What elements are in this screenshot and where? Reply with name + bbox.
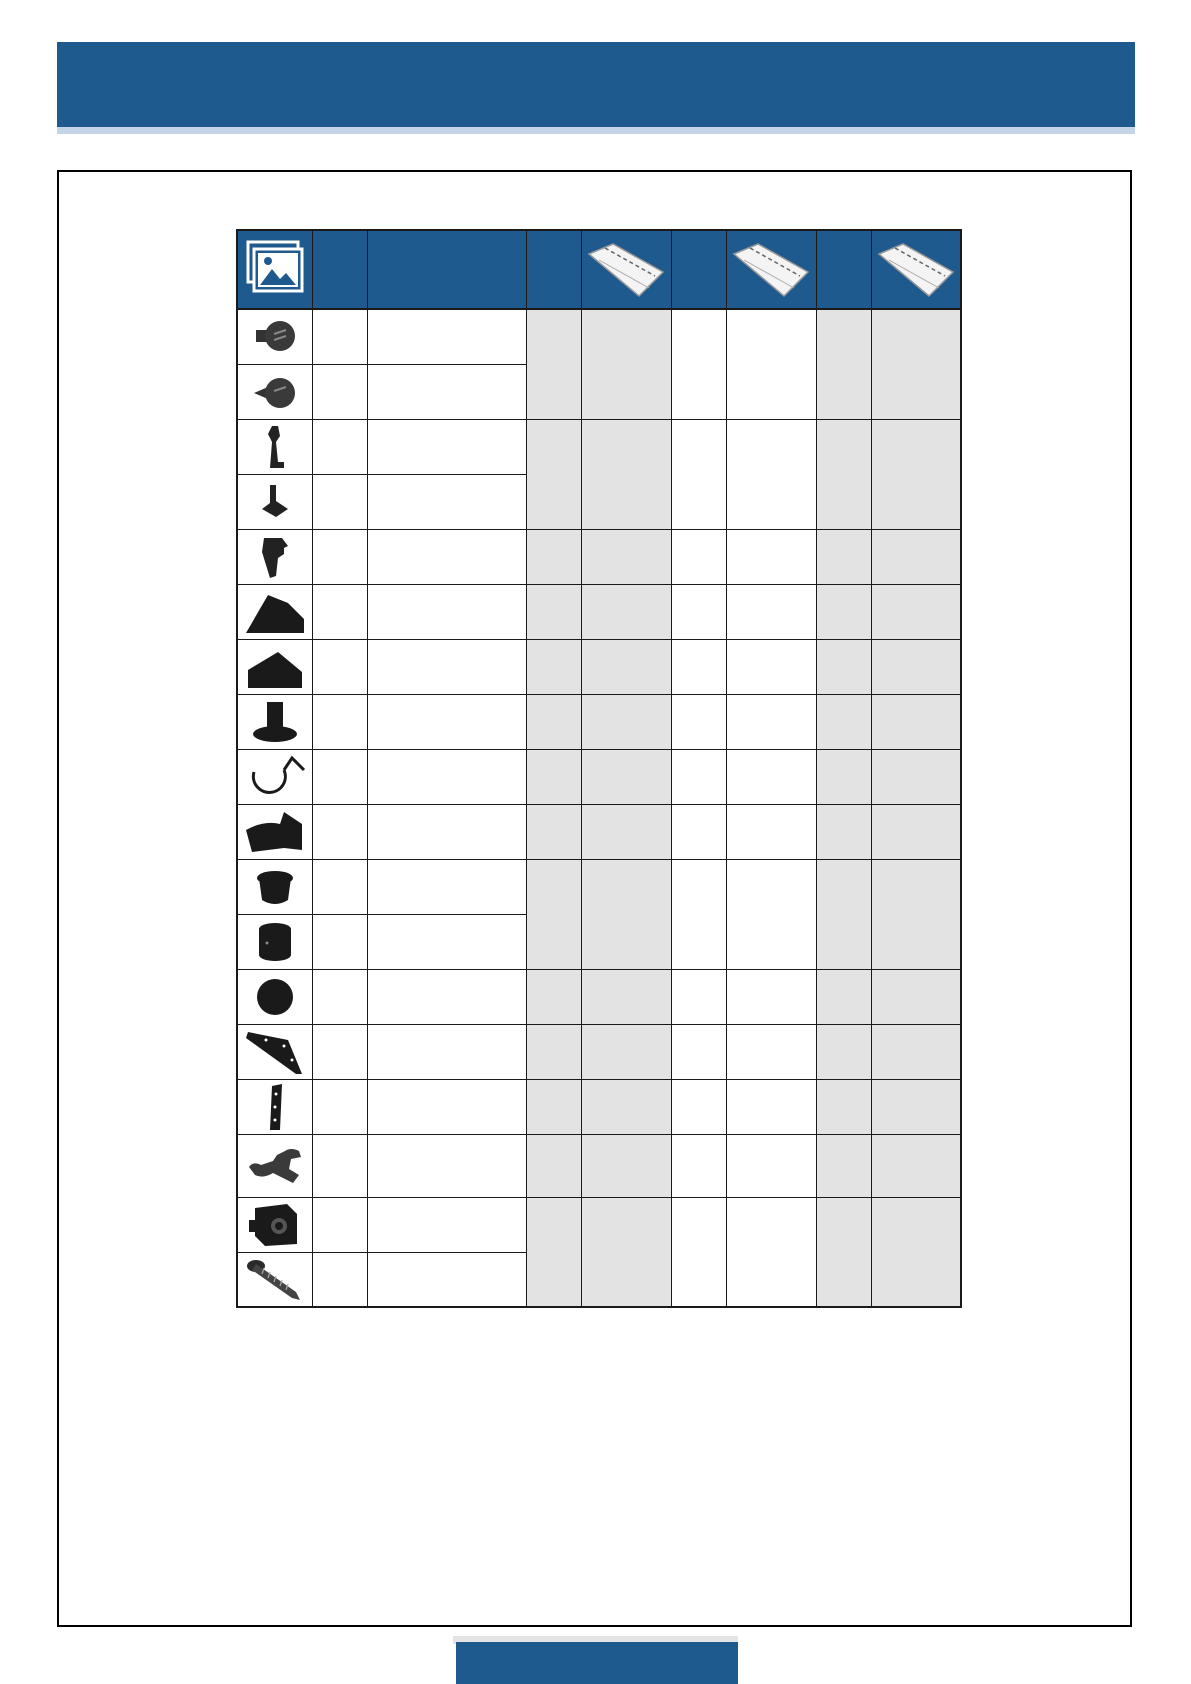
part-number-cell bbox=[312, 914, 367, 969]
part-description-cell bbox=[367, 804, 526, 859]
header-underline bbox=[57, 127, 1135, 134]
grommet-icon bbox=[250, 917, 300, 967]
part-number-cell bbox=[312, 1252, 367, 1307]
bag-qty-cell bbox=[871, 1024, 961, 1079]
qty-cell bbox=[526, 969, 581, 1024]
ring-hook-icon bbox=[244, 752, 306, 802]
part-image-cell bbox=[237, 694, 312, 749]
flat-bracket-icon bbox=[250, 1082, 300, 1132]
bag-qty-cell bbox=[581, 1024, 671, 1079]
domed-screw-icon bbox=[250, 369, 300, 415]
qty-cell bbox=[816, 1024, 871, 1079]
bag-qty-cell bbox=[581, 1197, 671, 1307]
hook-plug-icon bbox=[250, 532, 300, 582]
part-image-cell bbox=[237, 1134, 312, 1197]
bag-qty-cell bbox=[581, 1079, 671, 1134]
part-image-cell bbox=[237, 1252, 312, 1307]
bag-qty-cell bbox=[871, 529, 961, 584]
bag-qty-cell bbox=[726, 419, 816, 529]
part-description-cell bbox=[367, 1079, 526, 1134]
bag-qty-cell bbox=[581, 419, 671, 529]
qty-cell bbox=[671, 859, 726, 969]
part-description-cell bbox=[367, 1024, 526, 1079]
cap-plug-icon bbox=[250, 864, 300, 910]
bag-qty-cell bbox=[726, 969, 816, 1024]
bag-qty-cell bbox=[871, 804, 961, 859]
part-image-cell bbox=[237, 749, 312, 804]
bag-qty-cell bbox=[726, 309, 816, 419]
table-row bbox=[237, 1024, 961, 1079]
qty-cell bbox=[816, 859, 871, 969]
qty-cell bbox=[671, 309, 726, 419]
part-number-cell bbox=[312, 639, 367, 694]
part-number-cell bbox=[312, 364, 367, 419]
qty-cell bbox=[816, 309, 871, 419]
bag-qty-cell bbox=[726, 694, 816, 749]
part-image-cell bbox=[237, 584, 312, 639]
footer-tab bbox=[456, 1642, 738, 1684]
part-number-cell bbox=[312, 859, 367, 914]
header-qty-cell-1 bbox=[526, 230, 581, 309]
part-number-cell bbox=[312, 969, 367, 1024]
qty-cell bbox=[526, 584, 581, 639]
table-row bbox=[237, 309, 961, 364]
header-qty-cell-2 bbox=[671, 230, 726, 309]
part-image-cell bbox=[237, 474, 312, 529]
qty-cell bbox=[526, 694, 581, 749]
bag-qty-cell bbox=[581, 529, 671, 584]
part-image-cell bbox=[237, 1024, 312, 1079]
qty-cell bbox=[671, 1134, 726, 1197]
part-description-cell bbox=[367, 309, 526, 364]
part-image-cell bbox=[237, 419, 312, 474]
bag-qty-cell bbox=[726, 804, 816, 859]
table-body bbox=[237, 309, 961, 1307]
table-row bbox=[237, 1197, 961, 1252]
table-row bbox=[237, 419, 961, 474]
header-band bbox=[57, 42, 1135, 127]
bag-icon bbox=[728, 240, 814, 300]
small-wedge-icon bbox=[244, 644, 306, 690]
bag-qty-cell bbox=[581, 1134, 671, 1197]
curved-connector-icon bbox=[244, 808, 306, 856]
qty-cell bbox=[526, 419, 581, 529]
bag-qty-cell bbox=[581, 584, 671, 639]
qty-cell bbox=[526, 1134, 581, 1197]
part-image-cell bbox=[237, 969, 312, 1024]
tall-clip-icon bbox=[250, 422, 300, 472]
bag-qty-cell bbox=[581, 969, 671, 1024]
part-number-cell bbox=[312, 529, 367, 584]
qty-cell bbox=[816, 749, 871, 804]
qty-cell bbox=[526, 529, 581, 584]
post-base-icon bbox=[245, 698, 305, 746]
part-number-cell bbox=[312, 1079, 367, 1134]
part-description-cell bbox=[367, 969, 526, 1024]
qty-cell bbox=[671, 749, 726, 804]
qty-cell bbox=[671, 419, 726, 529]
bag-qty-cell bbox=[871, 419, 961, 529]
qty-cell bbox=[671, 1024, 726, 1079]
table-row bbox=[237, 1134, 961, 1197]
qty-cell bbox=[671, 639, 726, 694]
qty-cell bbox=[816, 529, 871, 584]
table-row bbox=[237, 804, 961, 859]
part-image-cell bbox=[237, 529, 312, 584]
bag-qty-cell bbox=[726, 639, 816, 694]
bag-qty-cell bbox=[871, 1079, 961, 1134]
bag-qty-cell bbox=[726, 859, 816, 969]
part-description-cell bbox=[367, 694, 526, 749]
part-description-cell bbox=[367, 639, 526, 694]
bag-qty-cell bbox=[871, 969, 961, 1024]
part-number-cell bbox=[312, 749, 367, 804]
table-row bbox=[237, 584, 961, 639]
part-number-cell bbox=[312, 1134, 367, 1197]
header-description-cell bbox=[367, 230, 526, 309]
bag-qty-cell bbox=[726, 749, 816, 804]
part-number-cell bbox=[312, 584, 367, 639]
bag-qty-cell bbox=[581, 749, 671, 804]
bag-qty-cell bbox=[871, 749, 961, 804]
round-head-screw-icon bbox=[250, 314, 300, 360]
part-image-cell bbox=[237, 914, 312, 969]
part-number-cell bbox=[312, 419, 367, 474]
qty-cell bbox=[816, 1079, 871, 1134]
part-description-cell bbox=[367, 364, 526, 419]
qty-cell bbox=[816, 584, 871, 639]
qty-cell bbox=[816, 419, 871, 529]
header-number-cell bbox=[312, 230, 367, 309]
bag-qty-cell bbox=[726, 1079, 816, 1134]
part-number-cell bbox=[312, 1197, 367, 1252]
short-clip-icon bbox=[250, 479, 300, 525]
bag-qty-cell bbox=[871, 859, 961, 969]
qty-cell bbox=[671, 1079, 726, 1134]
round-cap-icon bbox=[250, 974, 300, 1020]
qty-cell bbox=[671, 584, 726, 639]
part-number-cell bbox=[312, 804, 367, 859]
part-description-cell bbox=[367, 419, 526, 474]
qty-cell bbox=[816, 639, 871, 694]
part-description-cell bbox=[367, 474, 526, 529]
qty-cell bbox=[526, 1024, 581, 1079]
qty-cell bbox=[671, 804, 726, 859]
large-wedge-icon bbox=[244, 589, 306, 635]
part-image-cell bbox=[237, 639, 312, 694]
qty-cell bbox=[671, 529, 726, 584]
part-description-cell bbox=[367, 584, 526, 639]
bag-qty-cell bbox=[871, 639, 961, 694]
table-row bbox=[237, 969, 961, 1024]
header-image-cell bbox=[237, 230, 312, 309]
qty-cell bbox=[816, 1134, 871, 1197]
part-description-cell bbox=[367, 749, 526, 804]
bag-qty-cell bbox=[581, 859, 671, 969]
table-header bbox=[237, 230, 961, 309]
latch-handle-icon bbox=[243, 1139, 307, 1193]
bag-qty-cell bbox=[726, 1197, 816, 1307]
table-row bbox=[237, 694, 961, 749]
bag-qty-cell bbox=[871, 1197, 961, 1307]
qty-cell bbox=[816, 804, 871, 859]
table-row bbox=[237, 749, 961, 804]
bag-qty-cell bbox=[581, 639, 671, 694]
self-tapping-screw-icon bbox=[244, 1254, 306, 1304]
bag-qty-cell bbox=[726, 1134, 816, 1197]
cage-nut-icon bbox=[245, 1200, 305, 1250]
part-image-cell bbox=[237, 309, 312, 364]
qty-cell bbox=[526, 309, 581, 419]
qty-cell bbox=[526, 1197, 581, 1307]
header-bag-cell-2 bbox=[726, 230, 816, 309]
bag-qty-cell bbox=[726, 1024, 816, 1079]
table-row bbox=[237, 639, 961, 694]
part-image-cell bbox=[237, 1079, 312, 1134]
images-icon bbox=[244, 239, 306, 295]
part-description-cell bbox=[367, 914, 526, 969]
part-number-cell bbox=[312, 309, 367, 364]
qty-cell bbox=[526, 749, 581, 804]
part-number-cell bbox=[312, 474, 367, 529]
part-description-cell bbox=[367, 859, 526, 914]
bag-qty-cell bbox=[581, 309, 671, 419]
part-description-cell bbox=[367, 529, 526, 584]
header-bag-cell-1 bbox=[581, 230, 671, 309]
part-description-cell bbox=[367, 1197, 526, 1252]
table-row bbox=[237, 529, 961, 584]
bag-qty-cell bbox=[726, 584, 816, 639]
bag-qty-cell bbox=[726, 529, 816, 584]
part-image-cell bbox=[237, 859, 312, 914]
bag-icon bbox=[873, 240, 959, 300]
part-image-cell bbox=[237, 1197, 312, 1252]
header-qty-cell-3 bbox=[816, 230, 871, 309]
bag-qty-cell bbox=[581, 804, 671, 859]
bag-qty-cell bbox=[581, 694, 671, 749]
bag-qty-cell bbox=[871, 309, 961, 419]
header-bag-cell-3 bbox=[871, 230, 961, 309]
qty-cell bbox=[671, 1197, 726, 1307]
bag-icon bbox=[583, 240, 669, 300]
triangle-bracket-icon bbox=[244, 1028, 306, 1076]
part-description-cell bbox=[367, 1252, 526, 1307]
qty-cell bbox=[526, 859, 581, 969]
qty-cell bbox=[526, 1079, 581, 1134]
qty-cell bbox=[816, 969, 871, 1024]
qty-cell bbox=[526, 639, 581, 694]
part-number-cell bbox=[312, 1024, 367, 1079]
parts-table bbox=[236, 229, 962, 1308]
part-number-cell bbox=[312, 694, 367, 749]
qty-cell bbox=[671, 694, 726, 749]
qty-cell bbox=[816, 694, 871, 749]
bag-qty-cell bbox=[871, 584, 961, 639]
table-row bbox=[237, 1079, 961, 1134]
bag-qty-cell bbox=[871, 1134, 961, 1197]
qty-cell bbox=[671, 969, 726, 1024]
qty-cell bbox=[526, 804, 581, 859]
part-description-cell bbox=[367, 1134, 526, 1197]
part-image-cell bbox=[237, 364, 312, 419]
bag-qty-cell bbox=[871, 694, 961, 749]
table-row bbox=[237, 859, 961, 914]
part-image-cell bbox=[237, 804, 312, 859]
qty-cell bbox=[816, 1197, 871, 1307]
